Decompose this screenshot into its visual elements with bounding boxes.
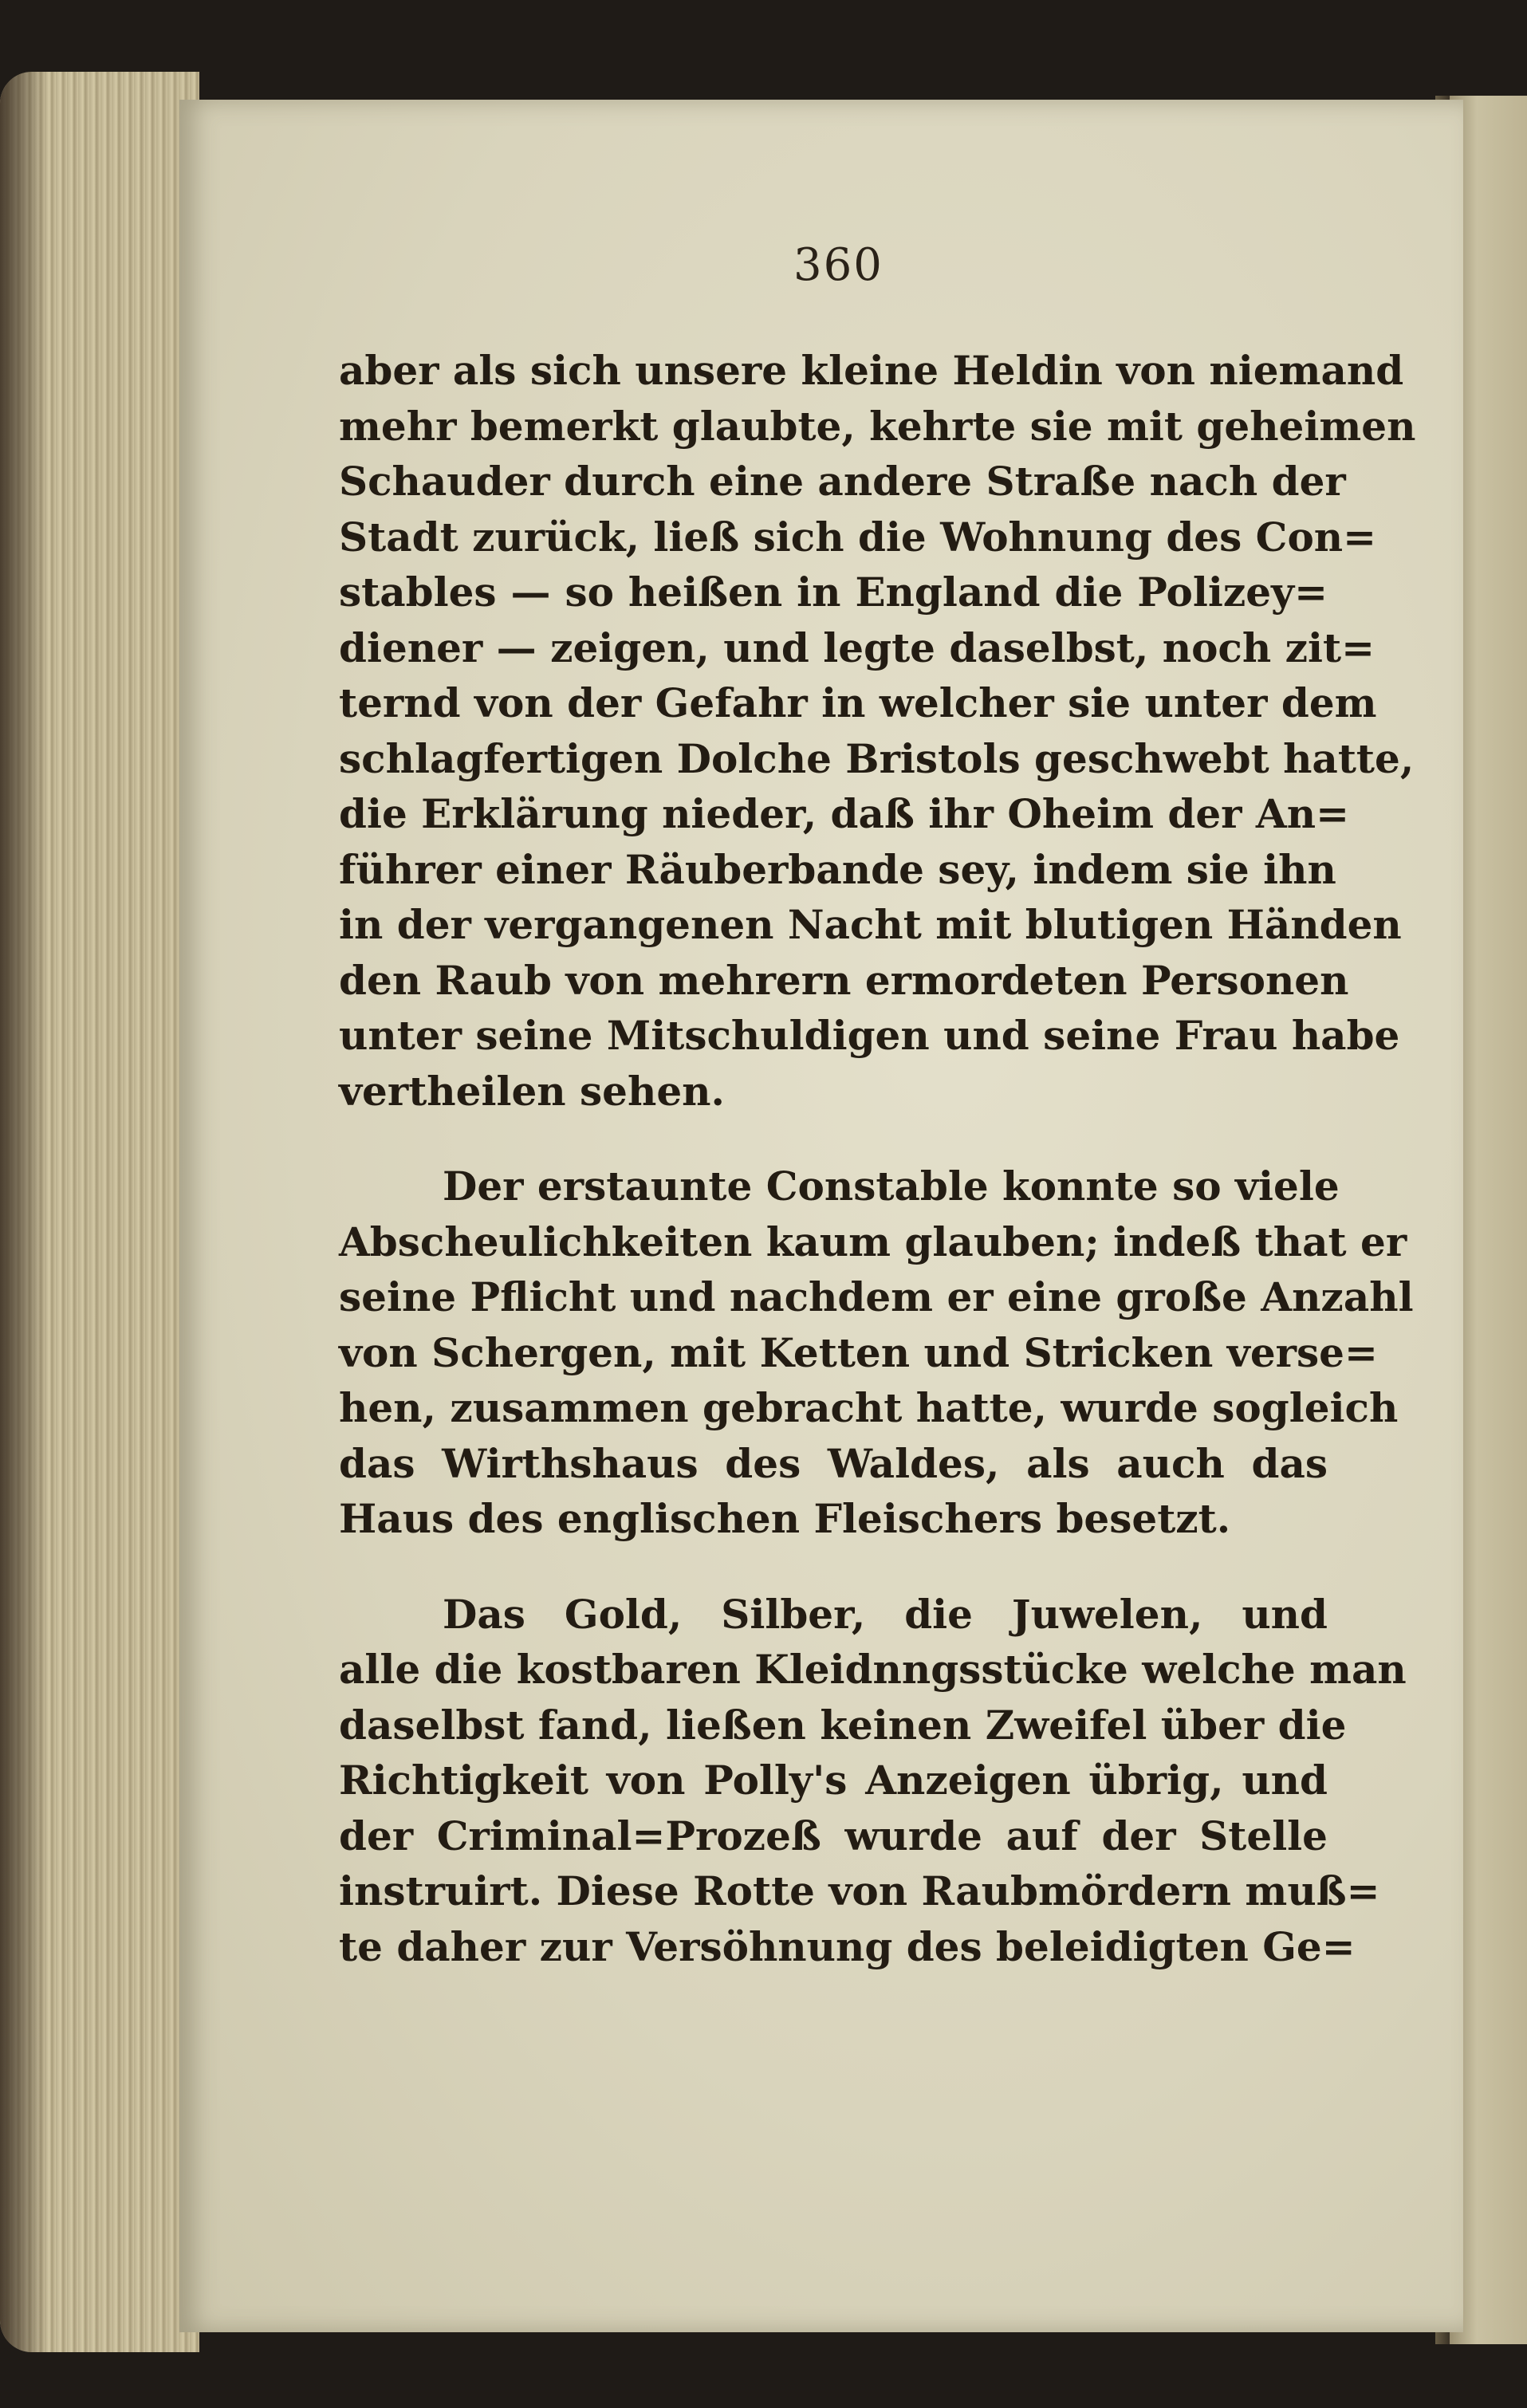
text-line: aber als sich unsere kleine Heldin von niemand xyxy=(339,347,1404,394)
text-line: das Wirthshaus des Waldes, als auch das xyxy=(339,1439,1328,1487)
paragraph-gap xyxy=(339,1547,1328,1587)
text-line: seine Pflicht und nachdem er eine große Anzahl xyxy=(339,1273,1414,1320)
paragraph-gap xyxy=(339,1119,1328,1159)
text-line: hen, zusammen gebracht hatte, wurde sogleich xyxy=(339,1384,1399,1431)
text-line: ternd von der Gefahr in welcher sie unter dem xyxy=(339,679,1377,726)
body-text xyxy=(339,343,1416,1974)
text-line: Schauder durch eine andere Straße nach der xyxy=(339,458,1346,505)
text-line: te daher zur Versöhnung des beleidigten Ge= xyxy=(339,1922,1356,1970)
text-line: Haus des englischen Fleischers besetzt. xyxy=(339,1495,1231,1542)
text-line: daselbst fand, ließen keinen Zweifel über die xyxy=(339,1701,1347,1749)
text-line: von Schergen, mit Ketten und Stricken verse= xyxy=(339,1328,1378,1376)
text-line: schlagfertigen Dolche Bristols geschwebt hatte, xyxy=(339,734,1415,782)
text-line: Das Gold, Silber, die Juwelen, und xyxy=(443,1590,1328,1638)
text-line: Stadt zurück, ließ sich die Wohnung des Con= xyxy=(339,513,1377,561)
text-line: stables — so heißen in England die Polizey= xyxy=(339,569,1328,616)
text-line: Richtigkeit von Polly's Anzeigen übrig, und xyxy=(339,1757,1328,1804)
text-line: die Erklärung nieder, daß ihr Oheim der An= xyxy=(339,790,1349,837)
text-line: diener — zeigen, und legte daselbst, noch zit= xyxy=(339,624,1375,671)
text-line: Der erstaunte Constable konnte so viele xyxy=(443,1163,1340,1210)
text-line: alle die kostbaren Kleidnngsstücke welche man xyxy=(339,1646,1407,1693)
text-line: den Raub von mehrern ermordeten Personen xyxy=(339,956,1349,1004)
page-block-shadow xyxy=(0,72,48,2352)
page-number: 360 xyxy=(793,239,884,291)
text-line: instruirt. Diese Rotte von Raubmördern muß= xyxy=(339,1867,1380,1914)
text-line: unter seine Mitschuldigen und seine Frau habe xyxy=(339,1012,1400,1059)
text-line: mehr bemerkt glaubte, kehrte sie mit geheimen xyxy=(339,402,1416,450)
text-line: Abscheulichkeiten kaum glauben; indeß that er xyxy=(339,1218,1407,1265)
text-line: der Criminal=Prozeß wurde auf der Stelle xyxy=(339,1812,1328,1859)
text-line: in der vergangenen Nacht mit blutigen Händen xyxy=(339,901,1402,948)
text-line: führer einer Räuberbande sey, indem sie ihn xyxy=(339,845,1336,893)
text-line: vertheilen sehen. xyxy=(339,1067,725,1115)
